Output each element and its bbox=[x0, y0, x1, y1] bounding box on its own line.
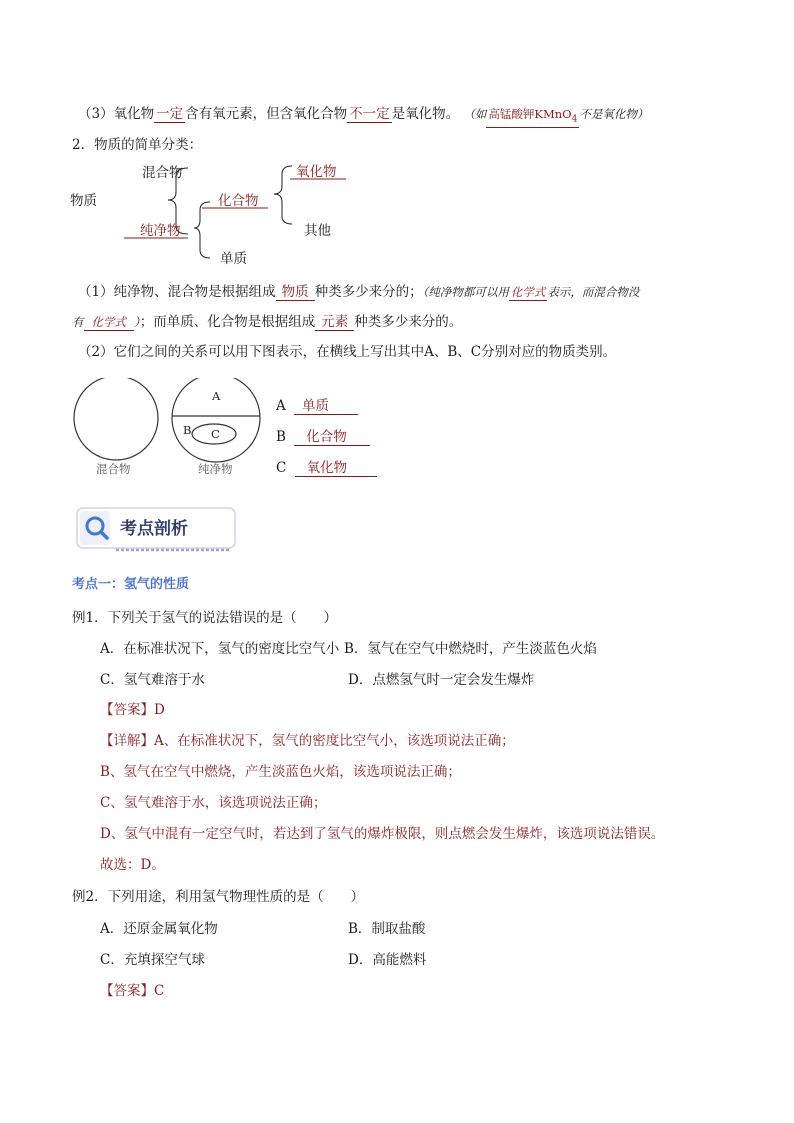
paragraph-2: （2）它们之间的关系可以用下图表示，在横线上写出其中A、B、C分别对应的物质类别。 bbox=[78, 344, 617, 360]
section-title: 2．物质的简单分类： bbox=[72, 137, 203, 153]
statement-text: （3）氧化物 bbox=[78, 106, 155, 122]
answer-tag: 【答案】 bbox=[100, 702, 154, 718]
analysis-heading: 考点剖析 bbox=[120, 519, 188, 539]
tree-root: 物质 bbox=[70, 193, 97, 209]
note-text: 有 化学式 ） bbox=[72, 315, 140, 329]
example-1-choose: 故选：D。 bbox=[100, 857, 165, 873]
example-1-option-d: D．点燃氢气时一定会发生爆炸 bbox=[348, 672, 535, 688]
answer-value: D bbox=[154, 702, 165, 718]
example-1-option-a: A．在标准状况下，氢气的密度比空气小 bbox=[100, 641, 340, 657]
statement-text: 含有氧元素，但含氧化合物 bbox=[185, 106, 348, 122]
example-2-option-b: B．制取盐酸 bbox=[348, 921, 426, 937]
tree-compound: 化合物 bbox=[218, 193, 259, 209]
fill-blank: 不一定 bbox=[349, 106, 390, 122]
example-2-answer bbox=[100, 979, 164, 999]
middle-brace bbox=[194, 202, 210, 258]
fill-blank: 物质 bbox=[276, 285, 315, 301]
detail-tag: 【详解】 bbox=[100, 733, 154, 749]
tree-other: 其他 bbox=[304, 223, 331, 239]
pure-label: 纯净物 bbox=[198, 462, 233, 476]
example-1-option-b: B．氢气在空气中燃烧时，产生淡蓝色火焰 bbox=[344, 641, 597, 657]
region-b: B bbox=[183, 423, 192, 437]
example-1-detail-1 bbox=[100, 729, 515, 749]
venn-diagram bbox=[70, 378, 270, 478]
answer-value: C bbox=[154, 983, 165, 999]
example-1-detail-4: D、氢气中混有一定空气时，若达到了氢气的爆炸极限，则点燃会发生爆炸，该选项说法错误。 bbox=[100, 826, 665, 842]
example-2-stem: 例2．下列用途，利用氢气物理性质的是（ ） bbox=[72, 889, 365, 905]
classification-tree bbox=[60, 156, 380, 272]
example-1-detail-3: C、氢气难溶于水，该选项说法正确； bbox=[100, 795, 327, 811]
fill-blank: 元素 bbox=[315, 315, 354, 331]
paragraph-text: （1）纯净物、混合物是根据组成 bbox=[78, 284, 276, 300]
paragraph-text: 种类多少来分的； bbox=[314, 284, 423, 300]
example-1-option-c: C．氢气难溶于水 bbox=[100, 672, 205, 688]
tree-oxide: 氧化物 bbox=[296, 164, 337, 180]
analysis-heading-box bbox=[76, 504, 238, 552]
tree-element: 单质 bbox=[220, 251, 247, 267]
mixture-circle bbox=[74, 378, 158, 460]
answer-b: B 化合物 bbox=[276, 429, 370, 446]
example-2-option-c: C．充填探空气球 bbox=[100, 952, 205, 968]
example-1-answer bbox=[100, 698, 165, 718]
heading-icon-bg bbox=[80, 511, 110, 545]
paragraph-text: ；而单质、化合物是根据组成 bbox=[139, 314, 316, 330]
example-2-option-a: A．还原金属氧化物 bbox=[100, 921, 218, 937]
example-note: （如 高锰酸钾KMnO$_4$ 不是氧化物） bbox=[463, 107, 648, 121]
example-1-detail-2: B、氢气在空气中燃烧，产生淡蓝色火焰，该选项说法正确； bbox=[100, 764, 461, 780]
tree-pure: 纯净物 bbox=[140, 223, 181, 239]
answer-c: C 氧化物 bbox=[276, 460, 377, 477]
detail-text: A、在标准状况下，氢气的密度比空气小，该选项说法正确； bbox=[154, 733, 515, 749]
example-2-option-d: D．高能燃料 bbox=[348, 952, 427, 968]
answer-a: A 单质 bbox=[276, 398, 358, 415]
oxide-statement bbox=[78, 102, 648, 128]
note-text: （纯净物都可以用 化学式 表示，而混合物没 bbox=[422, 285, 640, 299]
answer-tag: 【答案】 bbox=[100, 983, 154, 999]
paragraph-1 bbox=[78, 280, 639, 301]
mixture-label: 混合物 bbox=[96, 462, 131, 476]
region-c: C bbox=[211, 427, 220, 441]
paragraph-text: 种类多少来分的。 bbox=[354, 314, 463, 330]
right-brace bbox=[274, 166, 292, 224]
tree-mixture: 混合物 bbox=[142, 165, 183, 181]
example-1-stem: 例1．下列关于氢气的说法错误的是（ ） bbox=[72, 610, 338, 626]
region-a: A bbox=[212, 389, 221, 403]
topic-title: 考点一：氢气的性质 bbox=[72, 577, 190, 592]
paragraph-1-cont bbox=[72, 310, 462, 331]
fill-blank: 一定 bbox=[156, 106, 184, 122]
statement-text: 是氧化物。 bbox=[391, 106, 460, 122]
